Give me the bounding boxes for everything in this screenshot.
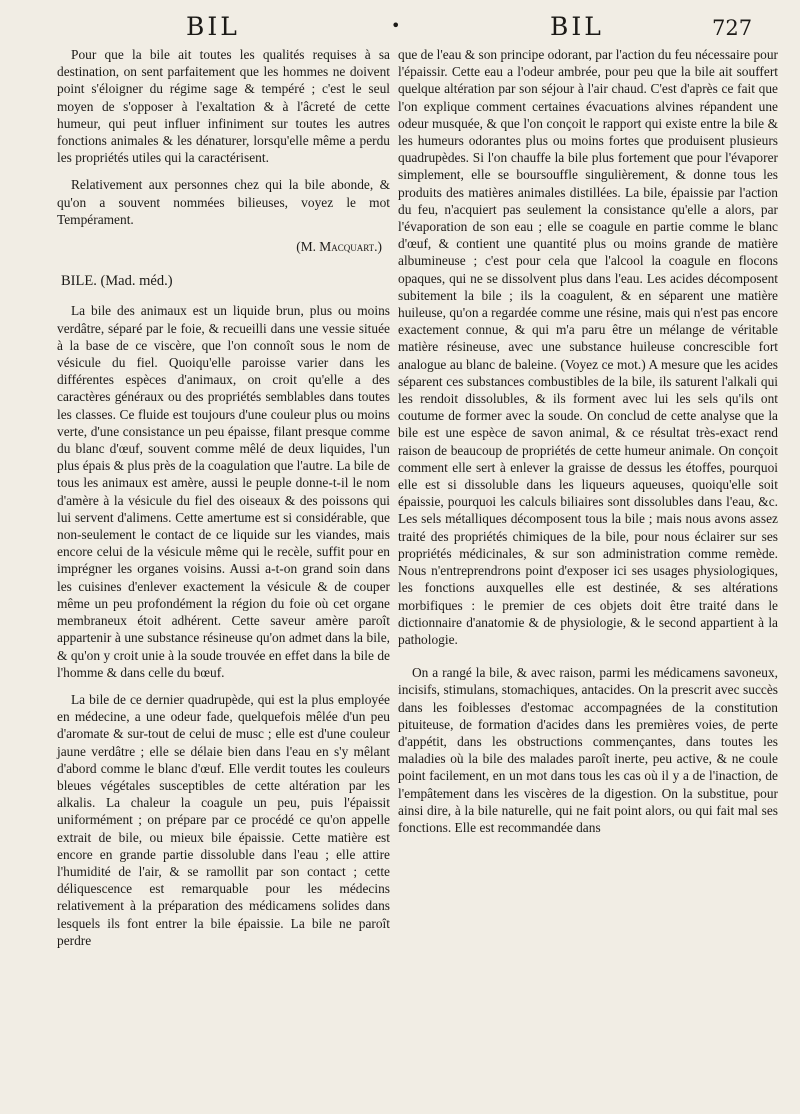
- author-signature: (M. Macquart.): [296, 239, 382, 255]
- entry-title: BILE. (Mad. méd.): [61, 273, 173, 290]
- header-right-word: BIL: [550, 12, 604, 41]
- left-paragraph-4: La bile de ce dernier quadrupède, qui est la plus employée en médecine, a une odeur fade, quelquefois mêlée d'un peu d'aromate & sur-tout de celui de musc ; elle est d'une couleur jaune verdâtre ; elle se délaie bien dans l'eau en s'y mêlant d'abord comme le blanc d'œuf. Elle verdit toutes les couleurs bleues végétales susceptibles de cette altération par les alkalis. La chaleur la coagule un peu, puis l'épaissit uniformément ; on prépare par ce procédé ce qu'on appelle extrait de bile, ou mieux bile épaissie. Cette matière est encore en grande partie dissoluble dans l'eau ; elle attire l'humidité de l'air, & se ramollit par son contact ; cette déliquescence est remarquable pour les médecins relativement à la préparation des médicamens solides dans lesquels ils font entrer la bile épaissie. La bile ne paroît perdre: [57, 691, 390, 948]
- running-header: [0, 8, 800, 44]
- right-column: [398, 46, 778, 846]
- right-paragraph-1: que de l'eau & son principe odorant, par l'action du feu nécessaire pour l'épaissir. Cette eau a l'odeur ambrée, pour peu que la bile ait souffert quelque altération par son séjour à l'air chaud. C'est d'après ce fait que l'on explique comment certaines évacuations alvines répandent une odeur musquée, & que l'on conçoit le rapport qui existe entre la bile & les humeurs odorantes plus ou moins fortes que produisent plusieurs quadrupèdes. Si l'on chauffe la bile plus fortement que pour l'évaporer simplement, elle se boursouffle singulièrement, & donne tous les produits des matières animales distillées. La bile, épaissie par l'action du feu, n'acquiert pas seulement la consistance qu'elle a alors, par l'évaporation de son eau ; elle se coagule en partie comme le blanc d'œuf, & contient une quantité plus ou moins grande de matière albumineuse ; c'est pour cela que l'alcool la coagule en flocons opaques, qui ne se dissolvent plus dans l'eau. Les acides décomposent subitement la bile ; ils la coagulent, & en séparent une matière huileuse, qu'on a regardée comme une résine, mais qui n'est pas encore exactement connue, & qui m'a paru être un mélange de véritable matière résineuse, avec une substance huileuse concrescible fort analogue au blanc de baleine. (Voyez ce mot.) A mesure que les acides séparent ces substances combustibles de la bile, ils saturent l'alkali qui les rendoit dissolubles, & ils forment avec lui les sels qu'ils ont coutume de former avec la soude. On conclud de cette analyse que la bile est une espèce de savon animal, & ce résultat très-exact rend raison de beaucoup de propriétés de cette humeur animale. On conçoit comment elle sert à enlever la graisse de dessus les étoffes, pourquoi elle est si dissoluble dans les liqueurs aqueuses, quoiqu'elle soit épaissie, pourquoi les calculs biliaires sont dissolubles dans l'eau, &c. Les sels métalliques décomposent tous la bile ; mais nous avons assez traité des propriétés chimiques de la bile, pour nous éclairer sur ses propriétés médicinales, & sur son administration comme remède. Nous n'entreprendrons point d'exposer ici ses usages physiologiques, les fonctions auxquelles elle est destinée, & ses altérations morbifiques : le premier de ces objets doit être traité dans le dictionnaire d'anatomie & de physiologie, & le second appartient à la pathologie.: [398, 47, 778, 647]
- header-mid-mark: •: [391, 16, 401, 35]
- left-paragraph-2: Relativement aux personnes chez qui la bile abonde, & qu'on a souvent nommées bilieuses, voyez le mot Tempérament.: [57, 177, 390, 227]
- left-paragraph-3: La bile des animaux est un liquide brun, plus ou moins verdâtre, séparé par le foie, & recueilli dans une vessie située à la base de ce viscère, que l'on connoît sous le nom de vésicule du fiel. Quoiqu'elle paroisse varier dans les différentes espèces d'animaux, on croit qu'elle a des caractères généraux ou des propriétés semblables dans toutes les classes. Ce fluide est toujours d'une couleur plus ou moins verte, d'une consistance un peu épaisse, filant presque comme du blanc d'œuf, souvent comme mêlé de deux liquides, l'un plus épais & plus près de la coagulation que l'autre. La bile de tous les animaux est amère, aussi le peuple donne-t-il le nom d'amère à la vésicule du fiel des oiseaux & des poissons qui lui servent d'alimens. Cette amertume est si considérable, que non-seulement le contact de ce liquide sur les viandes, mais encore celui de la vésicule même qui le recèle, suffit pour en imprégner les organes voisins. Aussi a-t-on grand soin dans les cuisines d'enlever exactement la vésicule & de couper même un peu profondément la région du foie où cet organe membraneux étoit adhérent. Cette saveur amère paroît appartenir à une substance résineuse qu'on admet dans la bile, & qu'on y croit unie à la soude trouvée en effet dans la bile de l'homme & dans celle du bœuf.: [57, 303, 390, 680]
- right-paragraph-2: On a rangé la bile, & avec raison, parmi les médicamens savoneux, incisifs, stimulans, stomachiques, antacides. On la prescrit avec succès dans les foiblesses d'estomac accompagnées de la constitution pituiteuse, de formation d'acides dans les premières voies, de perte d'appétit, dans les obstructions commençantes, dans toutes les maladies où la bile des malades paroît inerte, peu active, & ne coule point facilement, en un mot dans tous les cas où il y a de l'inaction, de l'empâtement dans les viscères de la digestion. On la substitue, pour ainsi dire, à la bile naturelle, qui ne fait point alors, ou qui fait mal ses fonctions. Elle est recommandée dans: [398, 665, 778, 835]
- left-column: [57, 46, 390, 959]
- page-number: 727: [712, 16, 753, 40]
- left-paragraph-1: Pour que la bile ait toutes les qualités requises à sa destination, on sent parfaitement que les hommes ne doivent point s'éloigner du régime sage & tempéré ; c'est le seul moyen de s'opposer à l'exaltation & à l'âcreté de cette humeur, qui peut influer infiniment sur toutes les autres fonctions animales & les dénaturer, lorsqu'elle même a perdu les propriétés utiles qui la caractérisent.: [57, 47, 390, 166]
- header-left-word: BIL: [186, 12, 240, 41]
